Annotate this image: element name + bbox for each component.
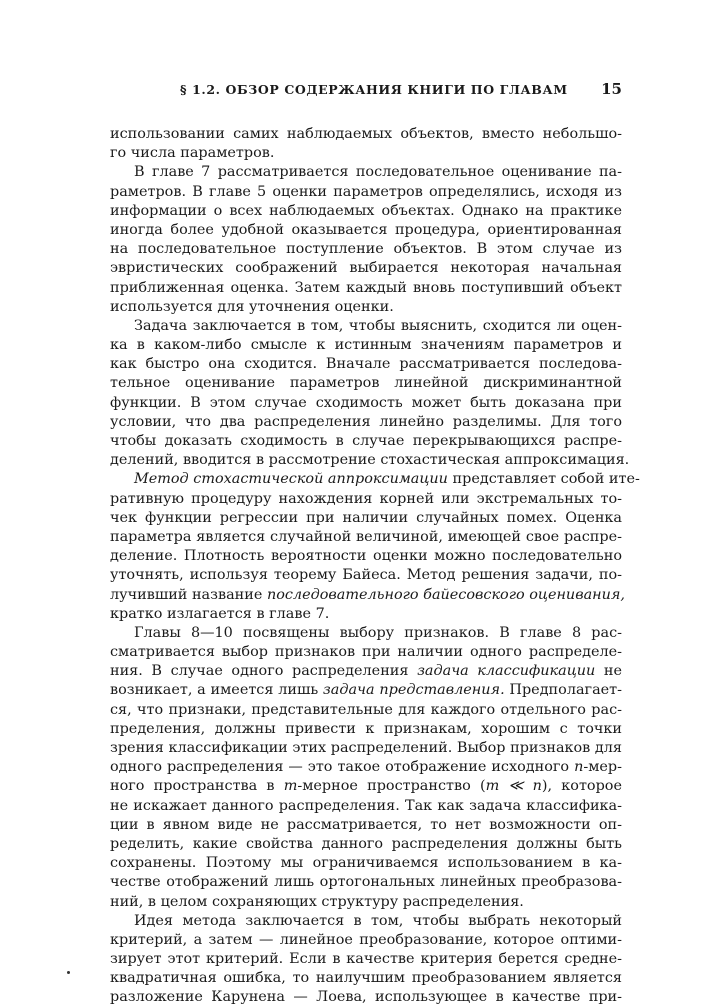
page-number: 15 <box>601 80 622 98</box>
text-line: ка в каком-либо смысле к истинным значениям параметров и <box>110 337 622 354</box>
text-line: сматривается выбор признаков при наличии одного распределе- <box>110 644 622 661</box>
running-head: § 1.2. ОБЗОР СОДЕРЖАНИЯ КНИГИ ПО ГЛАВАМ <box>180 82 568 97</box>
italic-term: задача классификации <box>417 663 596 680</box>
text-line: Идея метода заключается в том, чтобы выбрать некоторый <box>134 912 622 929</box>
text-line: чек функции регрессии при наличии случайных помех. Оценка <box>110 509 622 526</box>
text-line: ределить, какие свойства данного распределения должны быть <box>110 835 622 852</box>
text-line: квадратичная ошибка, то наилучшим преобразованием является <box>110 970 622 987</box>
text-line: использовании самих наблюдаемых объектов, вместо небольшо- <box>110 126 622 142</box>
math-symbol: m <box>283 778 298 795</box>
text-line: зирует этот критерий. Если в качестве критерия берется средне- <box>110 951 622 968</box>
text-line: возникает, а имеется лишь задача представления. Предполагает- <box>110 682 622 699</box>
text-line: эвристических соображений выбирается некоторая начальная <box>110 260 622 277</box>
text-line: ния. В случае одного распределения задача классификации не <box>110 663 623 680</box>
text-line: ративную процедуру нахождения корней или экстремальных то- <box>110 490 622 507</box>
text-line: параметра является случайной величиной, имеющей свое распре- <box>110 528 622 545</box>
text-line: используется для уточнения оценки. <box>110 298 394 315</box>
text-line: Метод стохастической аппроксимации представляет собой ите- <box>134 471 640 488</box>
math-symbol: n <box>574 759 584 776</box>
text-line: деление. Плотность вероятности оценки можно последовательно <box>110 548 622 565</box>
text-line: критерий, а затем — линейное преобразование, которое оптими- <box>110 931 622 948</box>
text-line: иногда более удобной оказывается процедура, ориентированная <box>110 221 622 238</box>
text-line: ний, в целом сохраняющих структуру распределения. <box>110 893 524 910</box>
text-line: сохранены. Поэтому мы ограничиваемся использованием в ка- <box>110 855 622 872</box>
text-line: Задача заключается в том, чтобы выяснить, сходится ли оцен- <box>134 317 622 334</box>
text-line: функции. В этом случае сходимость может быть доказана при <box>110 394 622 411</box>
italic-term: Метод стохастической аппроксимации <box>134 471 448 488</box>
italic-term: последовательного байесовского оценивания, <box>266 586 626 603</box>
text-line: зрения классификации этих распределений. Выбор признаков для <box>110 740 622 756</box>
text-line: пределения, должны привести к признакам, хорошим с точки <box>110 720 622 737</box>
text-line: честве отображений лишь ортогональных линейных преобразова- <box>110 874 622 891</box>
text-line: приближенная оценка. Затем каждый вновь поступивший объект <box>110 279 622 296</box>
text-line: ции в явном виде не рассматривается, то нет возможности оп- <box>110 816 622 833</box>
text-line: одного распределения — это такое отображение исходного n-мер- <box>110 759 622 776</box>
text-line: информации о всех наблюдаемых объектах. Однако на практике <box>110 202 622 219</box>
text-line: лучивший название последовательного байесовского оценивания, <box>110 586 626 603</box>
italic-term: задача представления. <box>322 682 505 699</box>
math-expression: m ≪ n <box>485 778 542 795</box>
text-line: чтобы доказать сходимость в случае перекрывающихся распре- <box>110 433 622 449</box>
text-line: Главы 8—10 посвящены выбору признаков. В главе 8 рас- <box>134 624 622 641</box>
body-text <box>110 125 640 1008</box>
text-line: ного пространства в m-мерное пространство (m ≪ n), которое <box>110 778 622 795</box>
text-line: уточнять, используя теорему Байеса. Метод решения задачи, по- <box>110 567 622 584</box>
text-line: раметров. В главе 5 оценки параметров определялись, исходя из <box>110 183 622 200</box>
text-line: на последовательное поступление объектов. В этом случае из <box>110 241 622 258</box>
text-line: ся, что признаки, представительные для каждого отдельного рас- <box>110 701 622 718</box>
text-line: как быстро она сходится. Вначале рассматривается последова- <box>110 356 622 373</box>
text-line: условии, что два распределения линейно разделимы. Для того <box>110 413 622 430</box>
page-header <box>110 82 622 104</box>
text-line: В главе 7 рассматривается последовательное оценивание па- <box>134 164 622 181</box>
text-line: го числа параметров. <box>110 145 275 162</box>
text-line: не искажает данного распределения. Так как задача классифика- <box>110 797 622 814</box>
text-line: делений, вводится в рассмотрение стохастическая аппроксимация. <box>110 452 630 469</box>
text-line: разложение Карунена — Лоева, использующее в качестве при- <box>110 989 622 1006</box>
print-speck <box>67 971 70 974</box>
text-line: кратко излагается в главе 7. <box>110 605 330 622</box>
text-line: тельное оценивание параметров линейной дискриминантной <box>110 375 622 392</box>
